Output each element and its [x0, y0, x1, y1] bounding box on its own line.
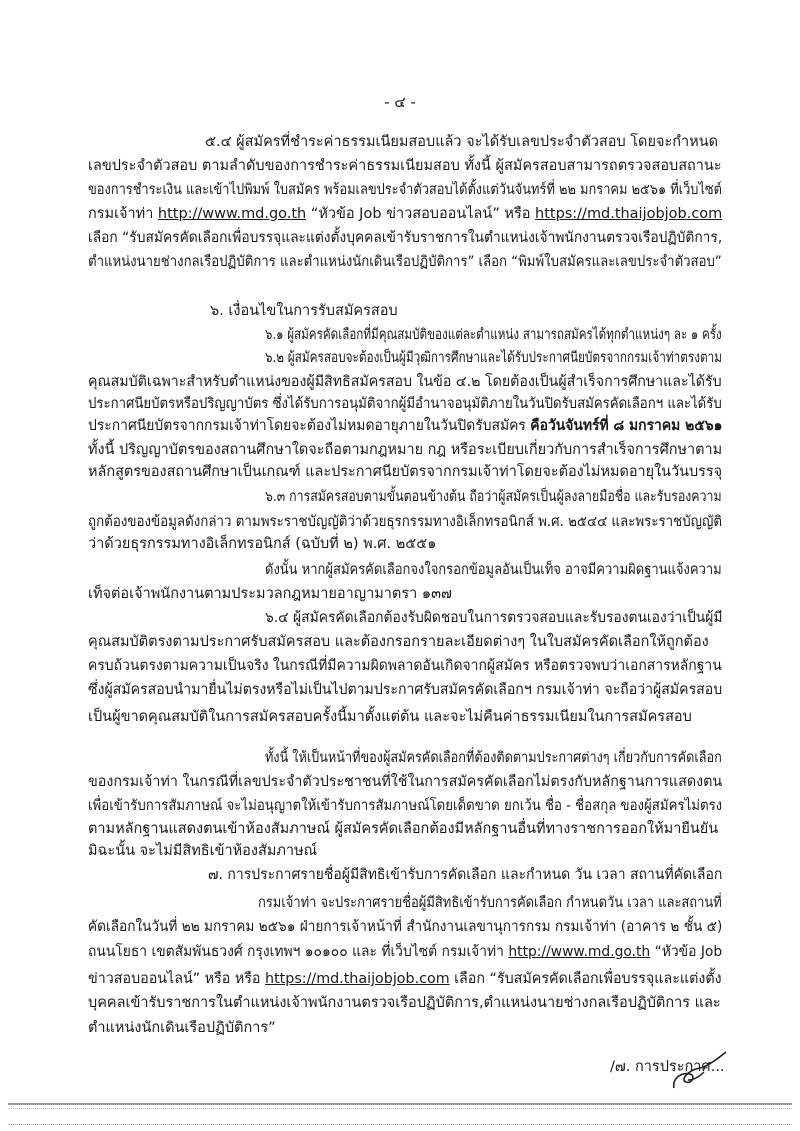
md-website-link[interactable]: http://www.md.go.th [157, 206, 307, 222]
line-text: ประกาศนียบัตรหรือปริญญาบัตร ซึ่งได้รับการอนุมัติจากผู้มีอำนาจอนุมัติภายในวันปิดรับสมัครคัดเลือกฯ และได้รับ [88, 396, 722, 412]
line-text: มิฉะนั้น จะไม่มีสิทธิเข้าห้องสัมภาษณ์ [88, 843, 318, 859]
paragraph-6-2-line [265, 347, 722, 371]
line-text: ของการชำระเงิน และเข้าไปพิมพ์ ใบสมัคร พร้อมเลขประจำตัวสอบได้ตั้งแต่วันจันทร์ที่ ๒๒ มกราคม ๒๕๖๑ ที่เว็บไซต์ [88, 182, 722, 198]
paragraph-line [258, 892, 722, 916]
line-text: ๗. การประกาศรายชื่อผู้มีสิทธิเข้ารับการคัดเลือก และกำหนด วัน เวลา สถานที่คัดเลือก [208, 867, 723, 883]
paragraph-line [88, 511, 722, 535]
paragraph-line [88, 655, 722, 679]
paragraph-line [88, 941, 722, 965]
line-text: เท็จต่อเจ้าพนักงานตามประมวลกฎหมายอาญามาตรา ๑๓๗ [88, 586, 452, 602]
text: “หัวข้อ Job ข่าวสอบออนไลน์” หรือ [306, 206, 536, 222]
paragraph-6-1-line [265, 324, 722, 348]
line-text: คุณสมบัติตรงตามประกาศรับสมัครสอบ และต้องกรอกรายละเอียดต่างๆ ในใบสมัครคัดเลือกให้ถูกต้อง [88, 634, 709, 650]
line-text: เลขประจำตัวสอบ ตามลำดับของการชำระค่าธรรมเนียมสอบ ทั้งนี้ ผู้สมัครสอบสามารถตรวจสอบสถานะ [88, 158, 722, 174]
text: “หัวข้อ Job [650, 944, 723, 960]
line-text [88, 941, 722, 963]
paragraph-line [88, 818, 722, 842]
paragraph-line [88, 771, 722, 795]
line-text: ทั้งนี้ ให้เป็นหน้าที่ของผู้สมัครคัดเลือกที่ต้องติดตามประกาศต่างๆ เกี่ยวกับการคัดเลือก [265, 750, 722, 766]
paragraph-line [88, 227, 722, 251]
line-text: ว่าด้วยธุรกรรมทางอิเล็กทรอนิกส์ (ฉบับที่ ๒) พ.ศ. ๒๕๕๑ [88, 536, 437, 552]
paragraph-line [88, 706, 722, 730]
paragraph-line [265, 747, 722, 771]
page-number: - ๔ - [384, 93, 416, 111]
footer-rule-dotted [8, 1108, 792, 1110]
paragraph-line [265, 559, 722, 583]
line-text: ซึ่งผู้สมัครสอบนำมายื่นไม่ตรงหรือไม่เป็นไปตามประกาศรับสมัครคัดเลือกฯ กรมเจ้าท่า จะถือว่าผู้สมัครสอบ [88, 682, 723, 698]
line-text: ตำแหน่งนักเดินเรือปฏิบัติการ” [88, 1020, 276, 1036]
line-text: กรมเจ้าท่า จะประกาศรายชื่อผู้มีสิทธิเข้ารับการคัดเลือก กำหนดวัน เวลา และสถานที่ [258, 895, 722, 911]
paragraph-line [88, 415, 722, 439]
thaijobjob-link[interactable]: https://md.thaijobjob.com [535, 206, 723, 222]
line-text: ถูกต้องของข้อมูลดังกล่าว ตามพระราชบัญญัติว่าด้วยธุรกรรมทางอิเล็กทรอนิกส์ พ.ศ. ๒๕๔๔ และพระราชบัญญัติ [88, 514, 723, 530]
line-text: ๖.๔ ผู้สมัครคัดเลือกต้องรับผิดชอบในการตรวจสอบและรับรองตนเองว่าเป็นผู้มี [265, 610, 723, 626]
text: กรมเจ้าท่า [88, 206, 158, 222]
line-text: เพื่อเข้ารับการสัมภาษณ์ จะไม่อนุญาตให้เข้ารับการสัมภาษณ์โดยเด็ดขาด ยกเว้น ชื่อ - ชื่อสกุล ของผู้สมัครไม่ตรง [88, 798, 723, 814]
line-text: ๖.๓ การสมัครสอบตามขั้นตอนข้างต้น ถือว่าผู้สมัครเป็นผู้ลงลายมือชื่อ และรับรองความ [265, 489, 722, 505]
closing-date-text: คือวันจันทร์ที่ ๘ มกราคม ๒๕๖๑ [530, 418, 723, 434]
line-text: เป็นผู้ขาดคุณสมบัติในการสมัครสอบครั้งนี้มาตั้งแต่ต้น และจะไม่คืนค่าธรรมเนียมในการสมัครสอบ [88, 709, 692, 725]
paragraph-line [88, 371, 722, 395]
section-6-heading [210, 300, 722, 324]
text: ข่าวสอบออนไลน์” หรือ หรือ [88, 971, 266, 987]
paragraph-line [88, 992, 722, 1016]
paragraph-line [88, 533, 722, 557]
line-text: ครบถ้วนตรงตามความเป็นจริง ในกรณีที่มีความผิดพลาดอันเกิดจากผู้สมัคร หรือตรวจพบว่าเอกสารหลักฐาน [88, 658, 722, 674]
paragraph-line [88, 179, 722, 203]
line-text: ทั้งนี้ ปริญญาบัตรของสถานศึกษาใดจะถือตามกฎหมาย กฎ หรือระเบียบเกี่ยวกับการสำเร็จการศึกษาตาม [88, 442, 723, 458]
line-text: คุณสมบัติเฉพาะสำหรับตำแหน่งของผู้มีสิทธิสมัครสอบ ในข้อ ๔.๒ โดยต้องเป็นผู้สำเร็จการศึกษาและได้รับ [88, 374, 722, 390]
paragraph-line [88, 203, 722, 227]
line-text: ของกรมเจ้าท่า ในกรณีที่เลขประจำตัวประชาชนที่ใช้ในการสมัครคัดเลือกไม่ตรงกับหลักฐานการแสดงตน [88, 774, 723, 790]
line-text: ๕.๔ ผู้สมัครที่ชำระค่าธรรมเนียมสอบแล้ว จะได้รับเลขประจำตัวสอบ โดยจะกำหนด [205, 134, 719, 150]
line-text: ตามหลักฐานแสดงตนเข้าห้องสัมภาษณ์ ผู้สมัครคัดเลือกต้องมีหลักฐานอื่นที่ทางราชการออกให้มายืนยัน [88, 821, 719, 837]
paragraph-line [88, 439, 722, 463]
paragraph-line [88, 1017, 722, 1041]
paragraph-6-3-line [265, 486, 722, 510]
text: เลือก “รับสมัครคัดเลือกเพื่อบรรจุและแต่งตั้ง [449, 971, 722, 987]
paragraph-line [88, 840, 722, 864]
footer-scan-noise [8, 1124, 792, 1126]
paragraph-5-4-line [205, 131, 722, 155]
paragraph-line [88, 795, 722, 819]
paragraph-line [88, 155, 722, 179]
line-text [88, 415, 722, 437]
line-text: ๖.๑ ผู้สมัครคัดเลือกที่มีคุณสมบัติของแต่ละตำแหน่ง สามารถสมัครได้ทุกตำแหน่งๆ ละ ๑ ครั้ง [265, 327, 722, 343]
footer-rule [8, 1103, 792, 1105]
text: ประกาศนียบัตรจากกรมเจ้าท่าโดยจะต้องไม่หมดอายุภายในวันปิดรับสมัคร [88, 418, 531, 434]
paragraph-line [88, 968, 722, 992]
line-text: หลักสูตรของสถานศึกษาเป็นเกณฑ์ และประกาศนียบัตรจากกรมเจ้าท่าโดยจะต้องไม่หมดอายุในวันบรรจุ [88, 464, 723, 480]
paragraph-line [88, 583, 722, 607]
paragraph-line [88, 916, 722, 940]
section-7-heading [208, 864, 722, 888]
paragraph-line [88, 251, 722, 275]
line-text: ดังนั้น หากผู้สมัครคัดเลือกจงใจกรอกข้อมูลอันเป็นเท็จ อาจมีความผิดฐานแจ้งความ [265, 562, 722, 578]
continuation-marker: /๗. การประกาศ... [610, 1059, 725, 1075]
line-text [88, 203, 722, 225]
line-text [88, 968, 722, 990]
line-text: ๖. เงื่อนไขในการรับสมัครสอบ [210, 303, 398, 319]
md-website-link[interactable]: http://www.md.go.th [508, 944, 651, 960]
text: ถนนโยธา เขตสัมพันธวงศ์ กรุงเทพฯ ๑๐๑๐๐ และ ที่เว็บไซต์ กรมเจ้าท่า [88, 944, 509, 960]
signature [670, 1050, 730, 1095]
thaijobjob-link[interactable]: https://md.thaijobjob.com [265, 971, 450, 987]
paragraph-line [88, 393, 722, 417]
line-text: คัดเลือกในวันที่ ๒๒ มกราคม ๒๕๖๑ ฝ่ายการเจ้าหน้าที่ สำนักงานเลขานุการกรม กรมเจ้าท่า (อาคาร ๒ ชั้น ๕) [88, 919, 723, 935]
paragraph-line [88, 461, 722, 485]
paragraph-line [88, 679, 722, 703]
paragraph-line [88, 631, 722, 655]
paragraph-6-4-line [265, 607, 722, 631]
line-text: เลือก “รับสมัครคัดเลือกเพื่อบรรจุและแต่งตั้งบุคคลเข้ารับราชการในตำแหน่งเจ้าพนักงานตรวจเรือปฏิบัติการ, [88, 230, 723, 246]
line-text: ตำแหน่งนายช่างกลเรือปฏิบัติการ และตำแหน่งนักเดินเรือปฏิบัติการ” เลือก “พิมพ์ใบสมัครและเลขประจำตัวสอบ” [88, 254, 722, 270]
line-text: บุคคลเข้ารับราชการในตำแหน่งเจ้าพนักงานตรวจเรือปฏิบัติการ,ตำแหน่งนายช่างกลเรือปฏิบัติการ และ [88, 995, 721, 1011]
line-text: ๖.๒ ผู้สมัครสอบจะต้องเป็นผู้มีวุฒิการศึกษาและได้รับประกาศนียบัตรจากกรมเจ้าท่าตรงตาม [265, 350, 723, 366]
